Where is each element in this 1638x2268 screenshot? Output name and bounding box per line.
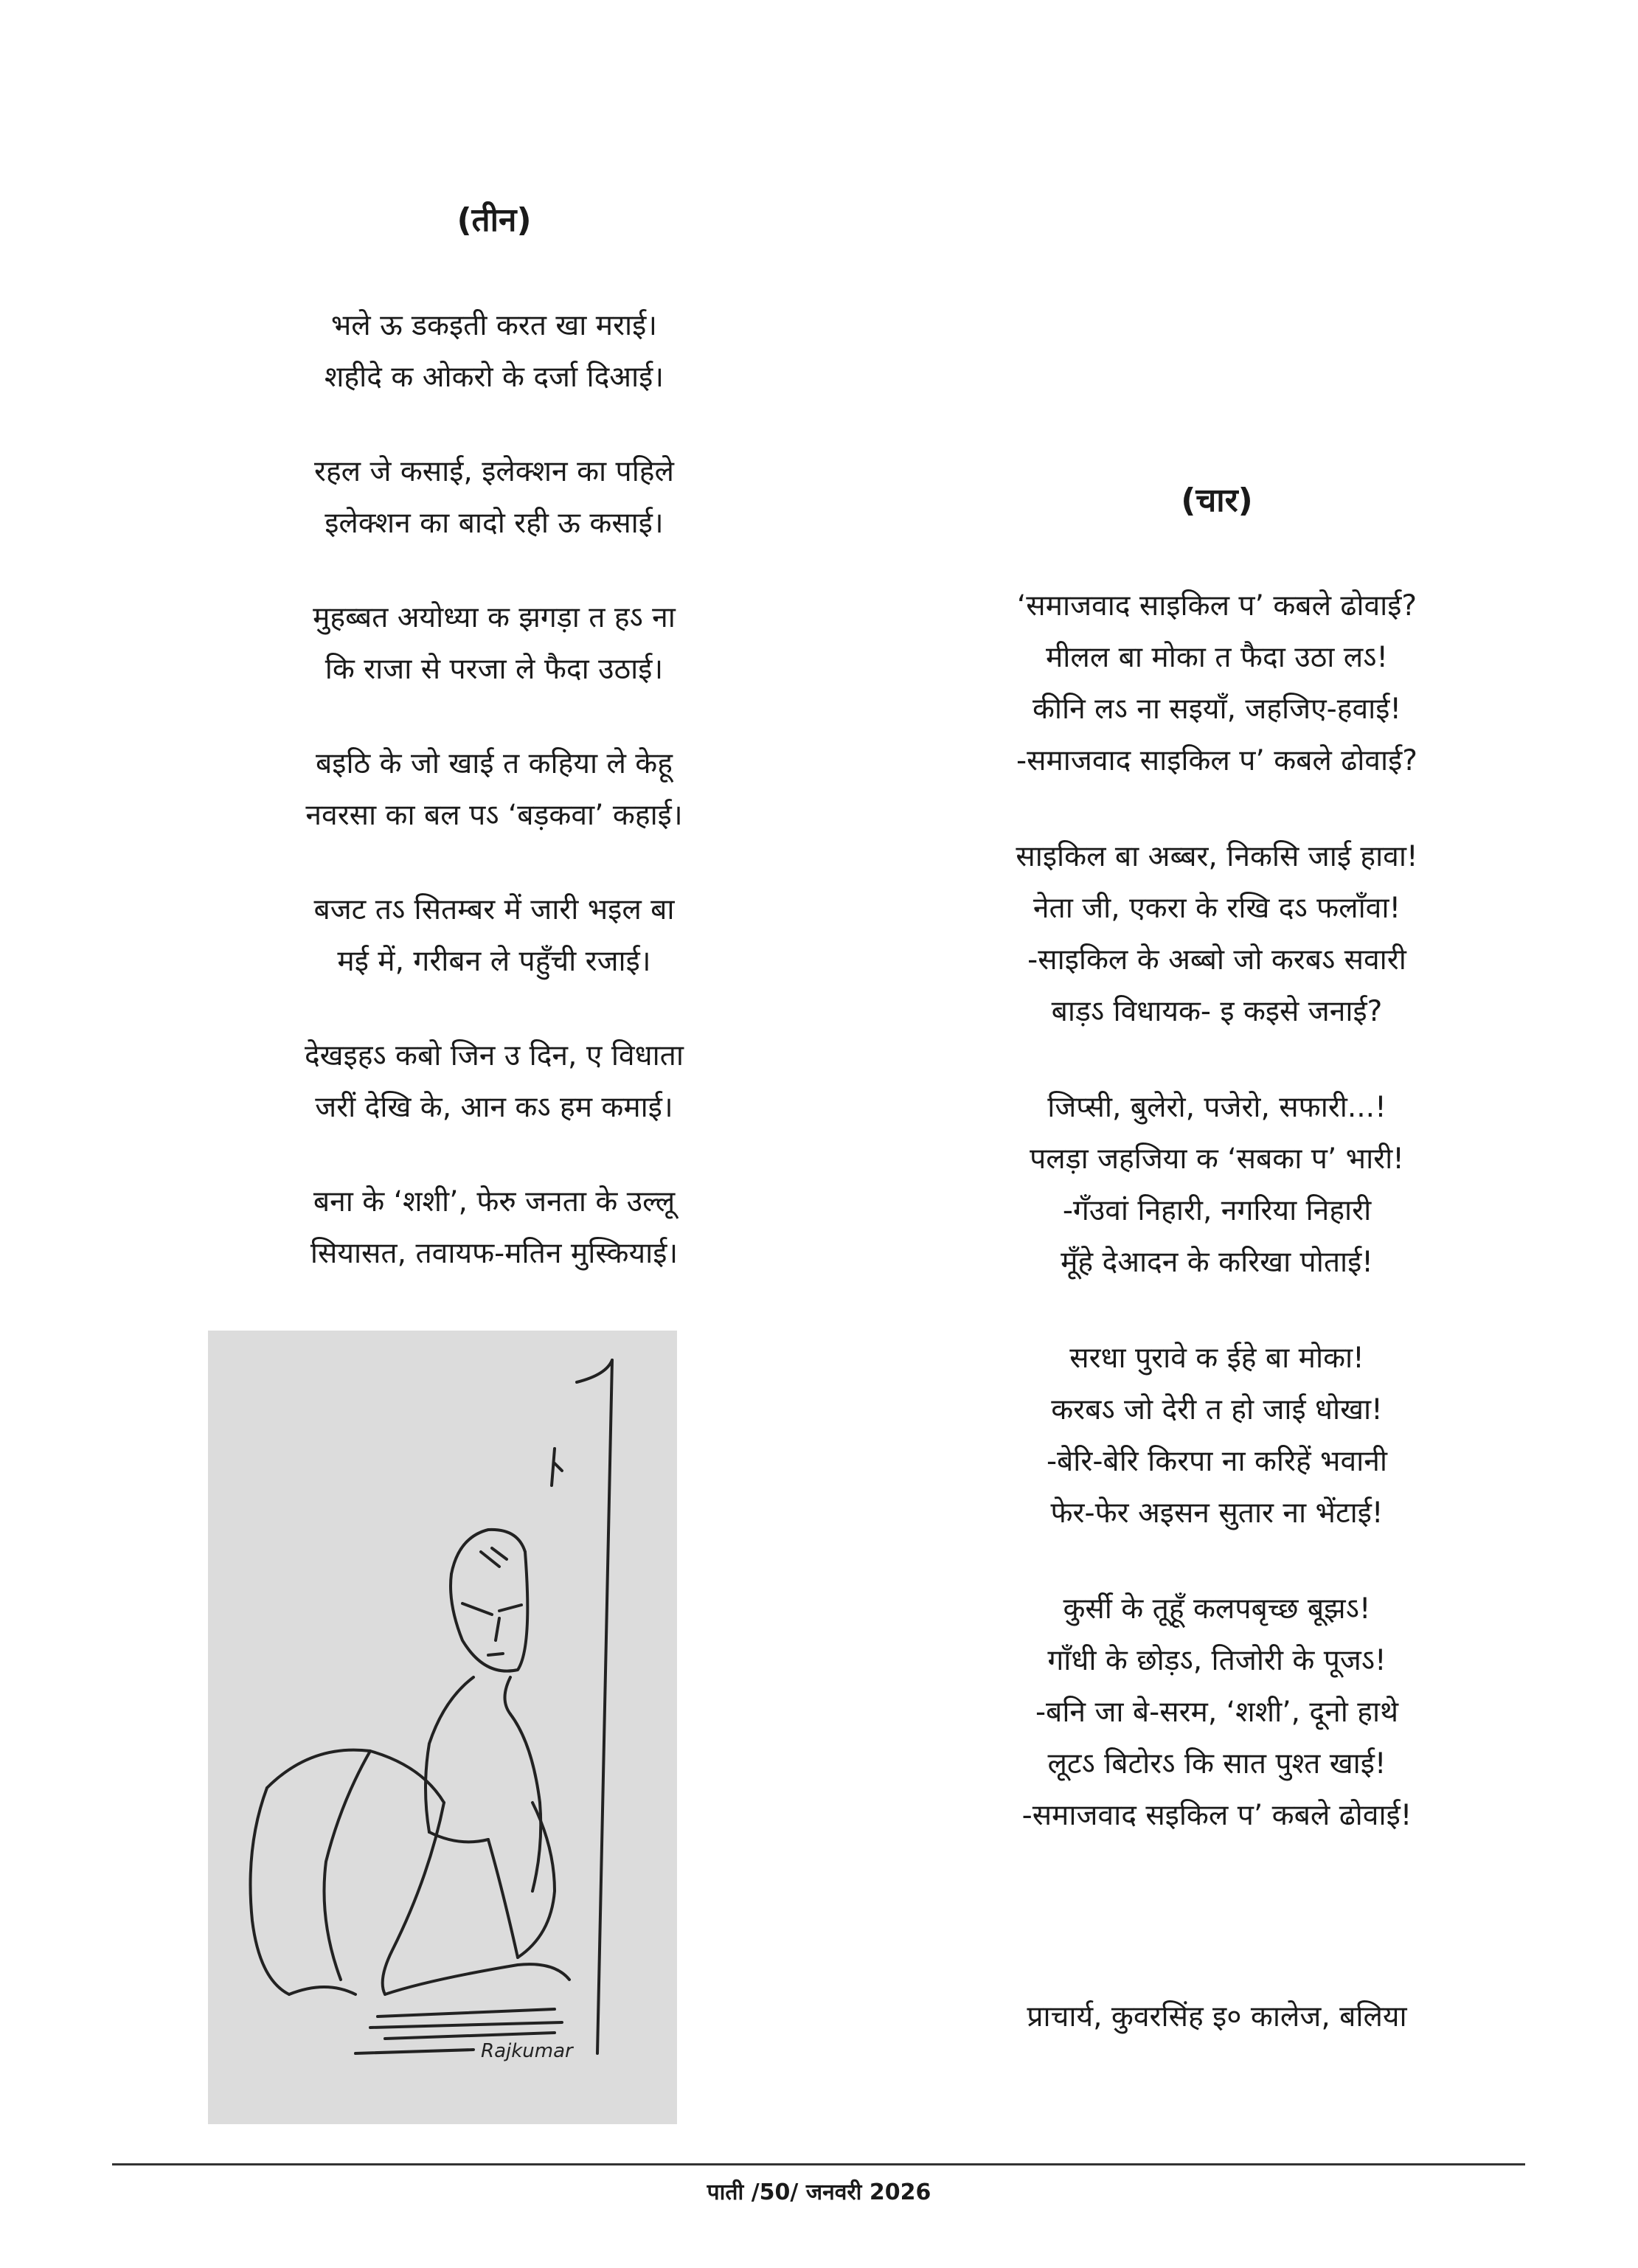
poem-line: मुहब्बत अयोध्या क झगड़ा त हऽ ना <box>313 601 676 635</box>
stanza <box>959 1333 1475 1539</box>
poem-line: -साइकिल के अब्बो जो करबऽ सवारी <box>1027 943 1406 977</box>
poem-line: -समाजवाद सइकिल प’ कबले ढोवाई! <box>1021 1799 1412 1833</box>
stanza <box>221 300 767 403</box>
poem-line: कि राजा से परजा ले फैदा उठाई। <box>325 653 664 687</box>
stanza <box>221 738 767 842</box>
sketch-illustration <box>208 1331 677 2124</box>
poem-line: शहीदे क ओकरो के दर्जा दिआई। <box>324 361 664 395</box>
poem-line: सियासत, तवायफ-मतिन मुस्कियाई। <box>310 1237 679 1271</box>
stanza <box>221 1030 767 1134</box>
poem-line: इलेक्शन का बादो रही ऊ कसाई। <box>325 507 664 541</box>
poem-line: मई में, गरीबन ले पहुँची रजाई। <box>337 945 651 979</box>
poem-line: बना के ‘शशी’, फेरु जनता के उल्लू <box>313 1185 676 1219</box>
poem-line: पलड़ा जहजिया क ‘सबका प’ भारी! <box>1030 1142 1404 1176</box>
poem-line: कुर्सी के तूहूँ कलपबृच्छ बूझऽ! <box>1063 1592 1371 1626</box>
poem-line: जिप्सी, बुलेरो, पजेरो, सफारी...! <box>1047 1091 1387 1125</box>
page-footer: पाती /50/ जनवरी 2026 <box>707 2179 931 2205</box>
stanza <box>221 446 767 549</box>
footer-divider <box>112 2163 1525 2165</box>
poem-line: देखइहऽ कबो जिन उ दिन, ए विधाता <box>304 1039 684 1073</box>
stanza <box>221 1176 767 1280</box>
poem-line: -समाजवाद साइकिल प’ कबले ढोवाई? <box>1016 744 1417 778</box>
stanza <box>221 592 767 696</box>
poem-line: सरधा पुरावे क ईहे बा मोका! <box>1069 1342 1364 1376</box>
poem-line: बजट तऽ सितम्बर में जारी भइल बा <box>313 893 675 927</box>
poem-line: गाँधी के छोड़ऽ, तिजोरी के पूजऽ! <box>1047 1644 1387 1678</box>
poem-line: मूँहे देआदन के करिखा पोताई! <box>1061 1246 1373 1280</box>
poem-line: ‘समाजवाद साइकिल प’ कबले ढोवाई? <box>1016 589 1417 623</box>
stanza <box>221 884 767 988</box>
stanza <box>959 1584 1475 1842</box>
poem-line: -बनि जा बे-सरम, ‘शशी’, दूनो हाथे <box>1035 1696 1398 1730</box>
poem-line: रहल जे कसाई, इलेक्शन का पहिले <box>314 455 674 489</box>
poem-line: -बेरि-बेरि किरपा ना करिहें भवानी <box>1046 1445 1388 1479</box>
poem-four <box>959 479 1475 1886</box>
poem-line: -गँउवां निहारी, नगरिया निहारी <box>1062 1194 1372 1228</box>
stanza <box>959 580 1475 787</box>
artist-signature: Rajkumar <box>481 2040 573 2062</box>
poem-line: मीलल बा मोका त फैदा उठा लऽ! <box>1045 641 1389 675</box>
poem-line: कीनि लऽ ना सइयाँ, जहजिए-हवाई! <box>1032 693 1402 726</box>
poem-line: नवरसा का बल पऽ ‘बड़कवा’ कहाई। <box>305 799 683 833</box>
poem-line: नेता जी, एकरा के रखि दऽ फलाँवा! <box>1033 892 1401 926</box>
poem-line: फेर-फेर अइसन सुतार ना भेंटाई! <box>1050 1497 1384 1530</box>
poem-three-heading: (तीन) <box>457 201 532 239</box>
poem-line: बाड़ऽ विधायक- इ कइसे जनाई? <box>1051 995 1383 1029</box>
poem-three <box>221 199 767 1322</box>
poem-line: साइकिल बा अब्बर, निकसि जाई हावा! <box>1016 840 1418 874</box>
stanza <box>959 1082 1475 1289</box>
poem-line: भले ऊ डकइती करत खा मराई। <box>330 309 658 343</box>
poem-line: करबऽ जो देरी त हो जाई धोखा! <box>1051 1393 1383 1427</box>
seated-figure-drawing <box>208 1331 677 2124</box>
poem-line: बइठि के जो खाई त कहिया ले केहू <box>316 747 673 781</box>
poem-four-heading: (चार) <box>1181 482 1253 519</box>
author-affiliation: प्राचार्य, कुवरसिंह इ० कालेज, बलिया <box>1027 2000 1407 2033</box>
poem-line: लूटऽ बिटोरऽ कि सात पुश्त खाई! <box>1047 1747 1387 1781</box>
poem-line: जरीं देखि के, आन कऽ हम कमाई। <box>315 1091 673 1125</box>
stanza <box>959 831 1475 1038</box>
